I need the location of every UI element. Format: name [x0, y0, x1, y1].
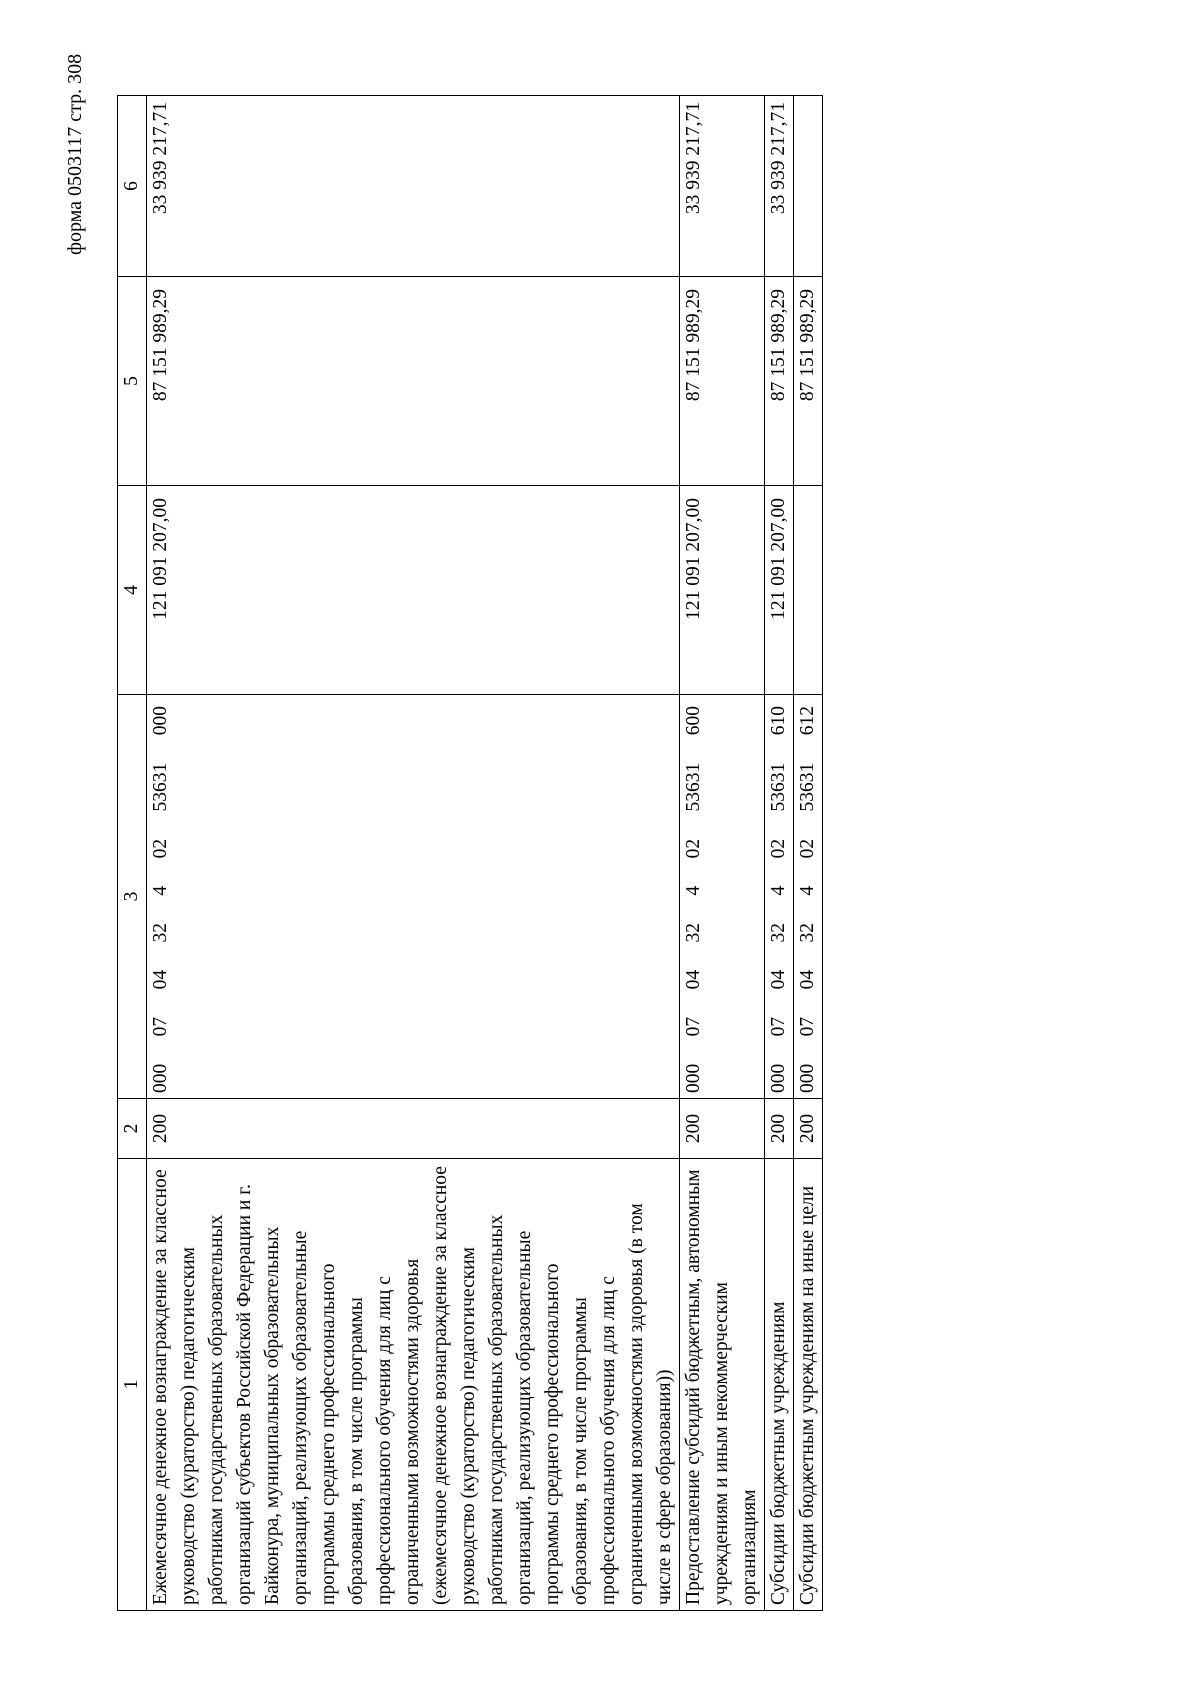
approved-amount [794, 486, 823, 695]
classification-code [765, 695, 794, 1099]
column-header-2: 2 [118, 1099, 147, 1159]
code-part: 4 [150, 885, 171, 896]
code-part: 32 [797, 922, 818, 943]
code-part: 000 [797, 1063, 818, 1093]
code-part: 32 [150, 922, 171, 943]
table-row [680, 96, 765, 1611]
code-part: 02 [150, 838, 171, 859]
code-part: 612 [797, 706, 818, 736]
column-header-4: 4 [118, 486, 147, 695]
unexecuted-amount: 33 939 217,71 [765, 96, 794, 277]
column-header-1: 1 [118, 1159, 147, 1611]
budget-table [117, 95, 823, 1611]
column-header-3: 3 [118, 695, 147, 1099]
table-row [765, 96, 794, 1611]
code-part: 53631 [797, 762, 818, 812]
code-part: 02 [683, 838, 704, 859]
code-part: 04 [768, 969, 789, 990]
line-code: 200 [765, 1099, 794, 1159]
table-row [147, 96, 680, 1611]
code-part: 000 [150, 706, 171, 736]
code-part: 07 [150, 1016, 171, 1037]
line-code: 200 [794, 1099, 823, 1159]
classification-code [147, 695, 680, 1099]
code-part: 000 [768, 1063, 789, 1093]
code-part: 04 [683, 969, 704, 990]
line-code: 200 [147, 1099, 680, 1159]
code-part: 53631 [768, 762, 789, 812]
code-part: 04 [150, 969, 171, 990]
code-part: 000 [683, 1063, 704, 1093]
column-header-5: 5 [118, 277, 147, 486]
column-number-row [118, 96, 147, 1611]
row-name: Ежемесячное денежное вознаграждение за классное руководство (кураторство) педагогическим работникам государственных образовательных организаций субъектов Российской Федерации и г. Байконура, муниципальных образовательных организаций, реализующих образовательные программы среднего профессионального образования, в том числе программы профессионального обучения для лиц с ограниченными возможностями здоровья (ежемесячное денежное вознаграждение за классное руководство (кураторство) педагогическим работникам государственных образовательных организаций, реализующих образовательные программы среднего профессионального образования, в том числе программы профессионального обучения для лиц с ограниченными возможностями здоровья (в том числе в сфере образования)) [147, 1159, 680, 1611]
form-label: форма 0503117 стр. 308 [64, 53, 86, 255]
executed-amount: 87 151 989,29 [680, 277, 765, 486]
classification-code [680, 695, 765, 1099]
code-part: 02 [768, 838, 789, 859]
code-part: 000 [150, 1063, 171, 1093]
code-part: 07 [683, 1016, 704, 1037]
code-part: 600 [683, 706, 704, 736]
code-part: 53631 [683, 762, 704, 812]
unexecuted-amount: 33 939 217,71 [147, 96, 680, 277]
row-name: Предоставление субсидий бюджетным, автономным учреждениям и иным некоммерческим организациям [680, 1159, 765, 1611]
table-row [794, 96, 823, 1611]
column-header-6: 6 [118, 96, 147, 277]
code-part: 32 [768, 922, 789, 943]
code-part: 02 [797, 838, 818, 859]
executed-amount: 87 151 989,29 [765, 277, 794, 486]
unexecuted-amount: 33 939 217,71 [680, 96, 765, 277]
code-part: 32 [683, 922, 704, 943]
code-part: 04 [797, 969, 818, 990]
executed-amount: 87 151 989,29 [794, 277, 823, 486]
line-code: 200 [680, 1099, 765, 1159]
unexecuted-amount [794, 96, 823, 277]
row-name: Субсидии бюджетным учреждениям на иные цели [794, 1159, 823, 1611]
approved-amount: 121 091 207,00 [765, 486, 794, 695]
code-part: 53631 [150, 762, 171, 812]
classification-code [794, 695, 823, 1099]
row-name: Субсидии бюджетным учреждениям [765, 1159, 794, 1611]
code-part: 610 [768, 706, 789, 736]
code-part: 4 [768, 885, 789, 896]
approved-amount: 121 091 207,00 [680, 486, 765, 695]
approved-amount: 121 091 207,00 [147, 486, 680, 695]
code-part: 4 [797, 885, 818, 896]
code-part: 07 [797, 1016, 818, 1037]
code-part: 4 [683, 885, 704, 896]
rotated-page [117, 97, 818, 1611]
code-part: 07 [768, 1016, 789, 1037]
executed-amount: 87 151 989,29 [147, 277, 680, 486]
